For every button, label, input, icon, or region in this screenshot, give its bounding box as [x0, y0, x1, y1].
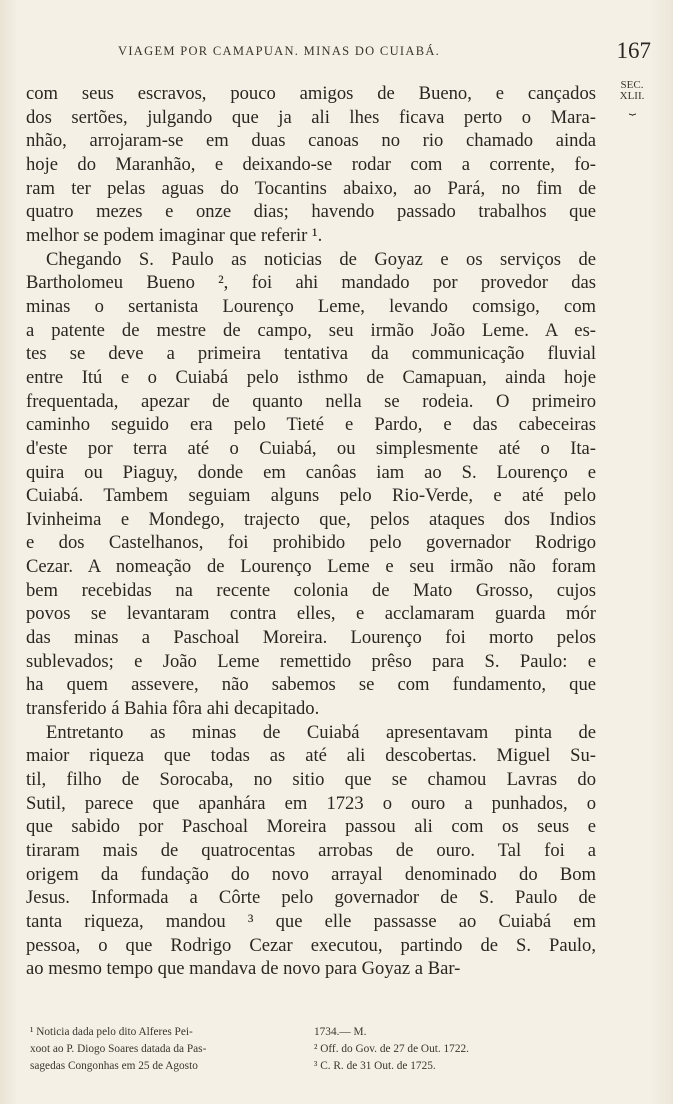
footnotes-column-right [314, 1024, 594, 1075]
page-header [0, 38, 673, 62]
text-line: hoje do Maranhão, e deixando-se rodar com a corrente, fo- [26, 153, 596, 175]
text-line: ha quem assevere, não sabemos se com fundamento, que [26, 674, 596, 696]
footnote-line: xoot ao P. Diogo Soares datada da Pas- [30, 1043, 207, 1055]
text-line: bem recebidas na recente colonia de Mato Grosso, cujos [26, 579, 596, 601]
text-line: povos se levantaram contra elles, e acclamaram guarda mór [26, 603, 596, 625]
text-line: sublevados; e João Leme remettido prêso para S. Paulo: e [26, 650, 596, 672]
text-line: transferido á Bahia fôra ahi decapitado. [26, 698, 320, 720]
text-line: das minas a Paschoal Moreira. Lourenço foi morto pelos [26, 627, 596, 649]
text-line: quira ou Piaguy, donde em canôas iam ao S. Lourenço e [26, 461, 596, 483]
section-margin-note [606, 80, 658, 114]
text-line: tanta riqueza, mandou ³ que elle passasse ao Cuiabá em [26, 910, 596, 932]
text-line: a patente de mestre de campo, seu irmão João Leme. A es- [26, 319, 596, 341]
text-line: tes se deve a primeira tentativa da communicação fluvial [26, 343, 596, 365]
section-label: SEC. [620, 79, 644, 91]
text-line: pessoa, o que Rodrigo Cezar executou, partindo de S. Paulo, [26, 934, 596, 956]
text-line: dos sertões, julgando que ja ali lhes ficava perto o Mara- [26, 106, 596, 128]
text-line: Jesus. Informada a Côrte pelo governador de S. Paulo de [26, 887, 596, 909]
text-line: quatro mezes e onze dias; havendo passado trabalhos que [26, 201, 596, 223]
main-text [26, 82, 596, 981]
text-line: Bartholomeu Bueno ², foi ahi mandado por provedor das [26, 272, 596, 294]
brace-ornament: ⏟ [628, 101, 636, 115]
text-line: com seus escravos, pouco amigos de Bueno, e cançados [26, 83, 596, 104]
text-line: melhor se podem imaginar que referir ¹. [26, 224, 323, 246]
footnote-line: ² Off. do Gov. de 27 de Out. 1722. [314, 1043, 469, 1055]
text-line: Chegando S. Paulo as noticias de Goyaz e os serviços de [46, 248, 596, 270]
text-line: d'este por terra até o Cuiabá, ou simplesmente até o Ita- [26, 437, 596, 459]
footnote-line: 1734.— M. [314, 1026, 367, 1038]
text-line: maior riqueza que todas as até ali descobertas. Miguel Su- [26, 745, 596, 767]
page-number: 167 [616, 38, 651, 63]
text-line: Ivinheima e Mondego, trajecto que, pelos ataques dos Indios [26, 508, 596, 530]
text-line: nhão, arrojaram-se em duas canoas no rio chamado ainda [26, 130, 596, 152]
footnote-line: ³ C. R. de 31 Out. de 1725. [314, 1060, 436, 1072]
text-line: que sabido por Paschoal Moreira passou ali com os seus e [26, 816, 596, 838]
text-line: Entretanto as minas de Cuiabá apresentavam pinta de [46, 721, 596, 743]
text-line: entre Itú e o Cuiabá pelo isthmo de Camapuan, ainda hoje [26, 366, 596, 388]
text-line: Cuiabá. Tambem seguiam alguns pelo Rio-Verde, e até pelo [26, 485, 596, 507]
text-line: minas o sertanista Lourenço Leme, levando comsigo, com [26, 295, 596, 317]
section-number: XLII. [619, 90, 645, 102]
footnote-line: sagedas Congonhas em 25 de Agosto [30, 1060, 198, 1072]
footnote-line: ¹ Noticia dada pelo dito Alferes Pei- [30, 1026, 193, 1038]
running-head: VIAGEM POR CAMAPUAN. MINAS DO CUIABÁ. [118, 44, 441, 58]
text-line: origem da fundação do novo arrayal denominado do Bom [26, 863, 596, 885]
text-line: til, filho de Sorocaba, no sitio que se chamou Lavras do [26, 769, 596, 791]
text-line: Cezar. A nomeação de Lourenço Leme e seu irmão não foram [26, 556, 596, 578]
text-line: Sutil, parece que apanhára em 1723 o ouro a punhados, o [26, 792, 596, 814]
text-line: ram ter pelas aguas do Tocantins abaixo, ao Pará, no fim de [26, 177, 596, 199]
text-line: tiraram mais de quatrocentas arrobas de ouro. Tal foi a [26, 840, 596, 861]
footnotes-column-left [30, 1024, 300, 1075]
text-line: frequentada, apezar de quanto nella se rodeia. O primeiro [26, 390, 596, 412]
text-line: e dos Castelhanos, foi prohibido pelo governador Rodrigo [26, 532, 596, 554]
text-line: ao mesmo tempo que mandava de novo para Goyaz a Bar- [26, 958, 461, 980]
text-line: caminho seguido era pelo Tieté e Pardo, e das cabeceiras [26, 414, 596, 436]
